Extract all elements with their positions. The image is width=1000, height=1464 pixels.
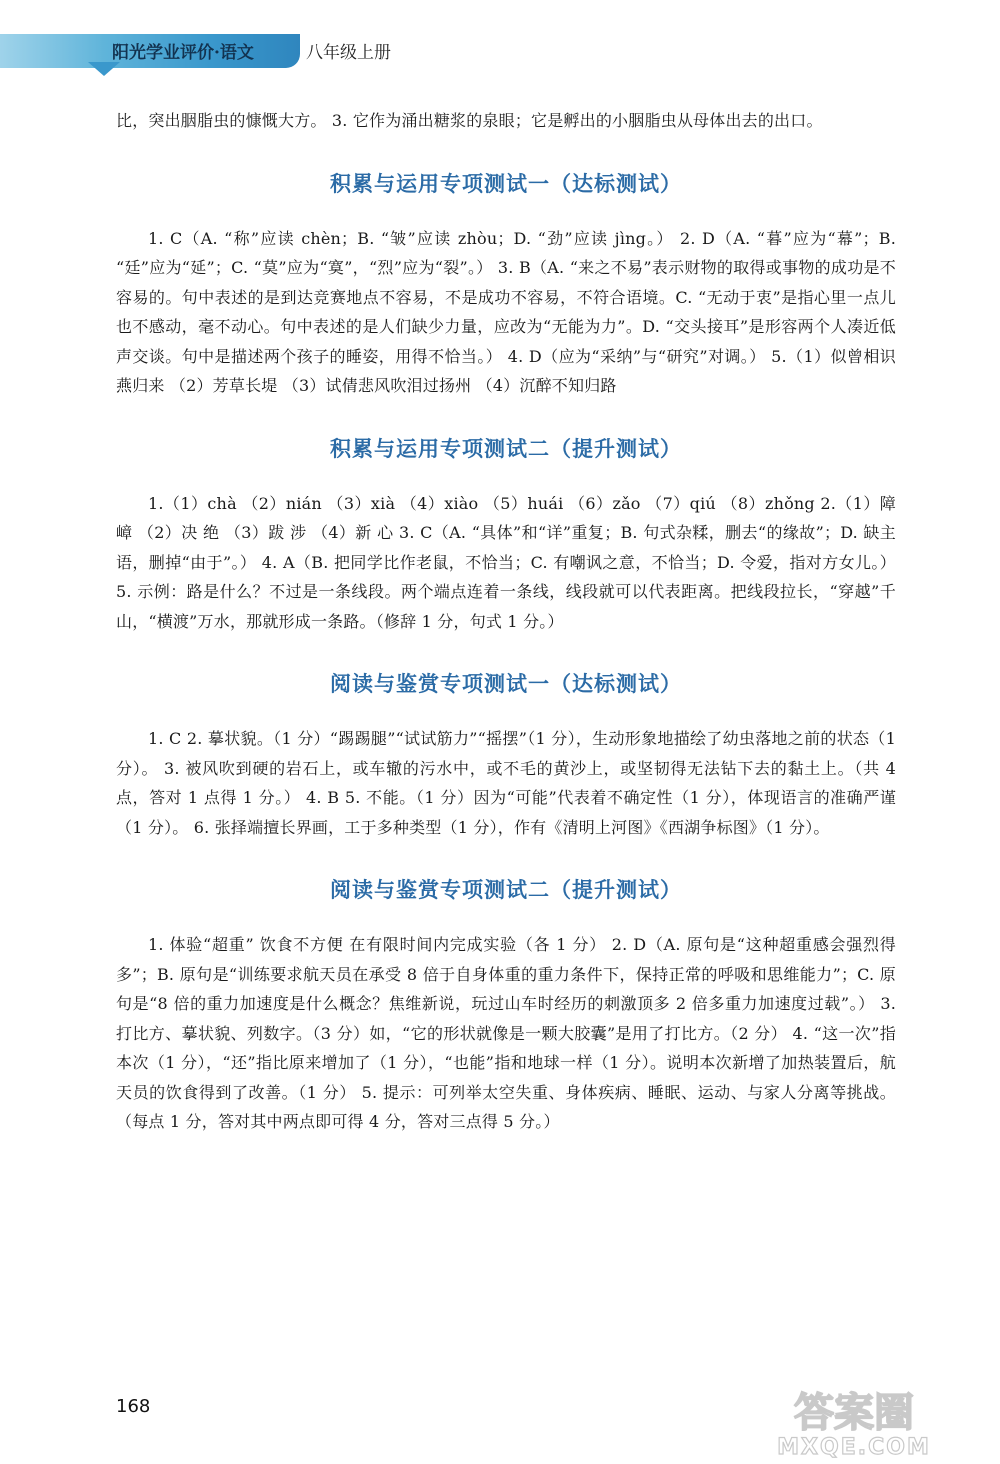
watermark-en: MXQE.COM — [777, 1435, 931, 1460]
header-grade-label: 八年级上册 — [306, 43, 391, 63]
section-text-4: 1. 体验“超重” 饮食不方便 在有限时间内完成实验（各 1 分） 2. D（A. 原句是“这种超重感会强烈得多”；B. 原句是“训练要求航天员在承受 8 倍于自身体重的重力条件下，保持正常的呼吸和思维能力”；C. 原句是“8 倍的重力加速度是什么概念？焦维新说，玩过山车时经历的刺激顶多 2 倍多重力加速度过载”。） 3. 打比方、摹状貌、列数字。（3 分）如，“它的形状就像是一颗大胶囊”是用了打比方。（2 分） 4. “这一次”指本次（1 分），“还”指比原来增加了（1 分），“也能”指和地球一样（1 分）。说明本次新增了加热装置后，航天员的饮食得到了改善。（1 分） 5. 提示：可列举太空失重、身体疾病、睡眠、运动、与家人分离等挑战。（每点 1 分，答对其中两点即可得 4 分，答对三点得 5 分。） — [116, 935, 896, 1131]
section-text-3: 1. C 2. 摹状貌。（1 分）“踢踢腿”“试试筋力”“摇摆”（1 分），生动形象地描绘了幼虫落地之前的状态（1 分）。 3. 被风吹到硬的岩石上，或车辙的污水中，或不毛的黄沙上，或坚韧得无法钻下去的黏土上。（共 4 点，答对 1 点得 1 分。） 4. B 5. 不能。（1 分）因为“可能”代表着不确定性（1 分），体现语言的准确严谨（1 分）。 6. 张择端擅长界画，工于多种类型（1 分），作有《清明上河图》《西湖争标图》（1 分）。 — [116, 729, 896, 837]
intro-paragraph: 比，突出胭脂虫的慷慨大方。 3. 它作为涌出糖浆的泉眼；它是孵出的小胭脂虫从母体出去的出口。 — [116, 111, 823, 130]
watermark-logo-icon — [734, 1380, 974, 1460]
section-title-2: 积累与运用专项测试二（提升测试） — [330, 435, 682, 461]
section-text-2: 1.（1）chà （2）nián （3）xià （4）xiào （5）huái （6）zǎo （7）qiú （8）zhǒng 2.（1）障 嶂 （2）决 绝 （3）跋 涉 （4）新 心 3. C（A. “具体”和“详”重复；B. 句式杂糅，删去“的缘故”；D. 缺主语，删掉“由于”。） 4. A（B. 把同学比作老鼠，不恰当；C. 有嘲讽之意，不恰当；D. 令爱，指对方女儿。） 5. 示例：路是什么？不过是一条线段。两个端点连着一条线，线段就可以代表距离。把线段拉长，“穿越”千山，“横渡”万水，那就形成一条路。（修辞 1 分，句式 1 分。） — [116, 493, 896, 631]
header-series-title: 阳光学业评价·语文 — [112, 43, 254, 63]
watermark-logo — [734, 1380, 974, 1460]
watermark-cn: 答案圈 — [794, 1390, 914, 1436]
section-title-3: 阅读与鉴赏专项测试一（达标测试） — [330, 671, 682, 696]
page-number: 168 — [116, 1396, 151, 1417]
section-title-1: 积累与运用专项测试一（达标测试） — [330, 170, 682, 196]
answer-content — [116, 106, 896, 1137]
section-title-4: 阅读与鉴赏专项测试二（提升测试） — [330, 877, 682, 902]
section-text-1: 1. C（A. “称”应读 chèn；B. “皱”应读 zhòu；D. “劲”应读 jìng。） 2. D（A. “暮”应为“幕”；B. “廷”应为“延”；C. “莫”应为“寞”，“烈”应为“裂”。） 3. B（A. “来之不易”表示财物的取得或事物的成功是不容易的。句中表述的是到达竞赛地点不容易，不是成功不容易，不符合语境。C. “无动于衷”是指心里一点儿也不感动，毫不动心。句中表述的是人们缺少力量，应改为“无能为力”。D. “交头接耳”是形容两个人凑近低声交谈。句中是描述两个孩子的睡姿，用得不恰当。） 4. D（应为“采纳”与“研究”对调。） 5.（1）似曾相识燕归来 （2）芳草长堤 （3）试倩悲风吹泪过扬州 （4）沉醉不知归路 — [116, 228, 896, 395]
